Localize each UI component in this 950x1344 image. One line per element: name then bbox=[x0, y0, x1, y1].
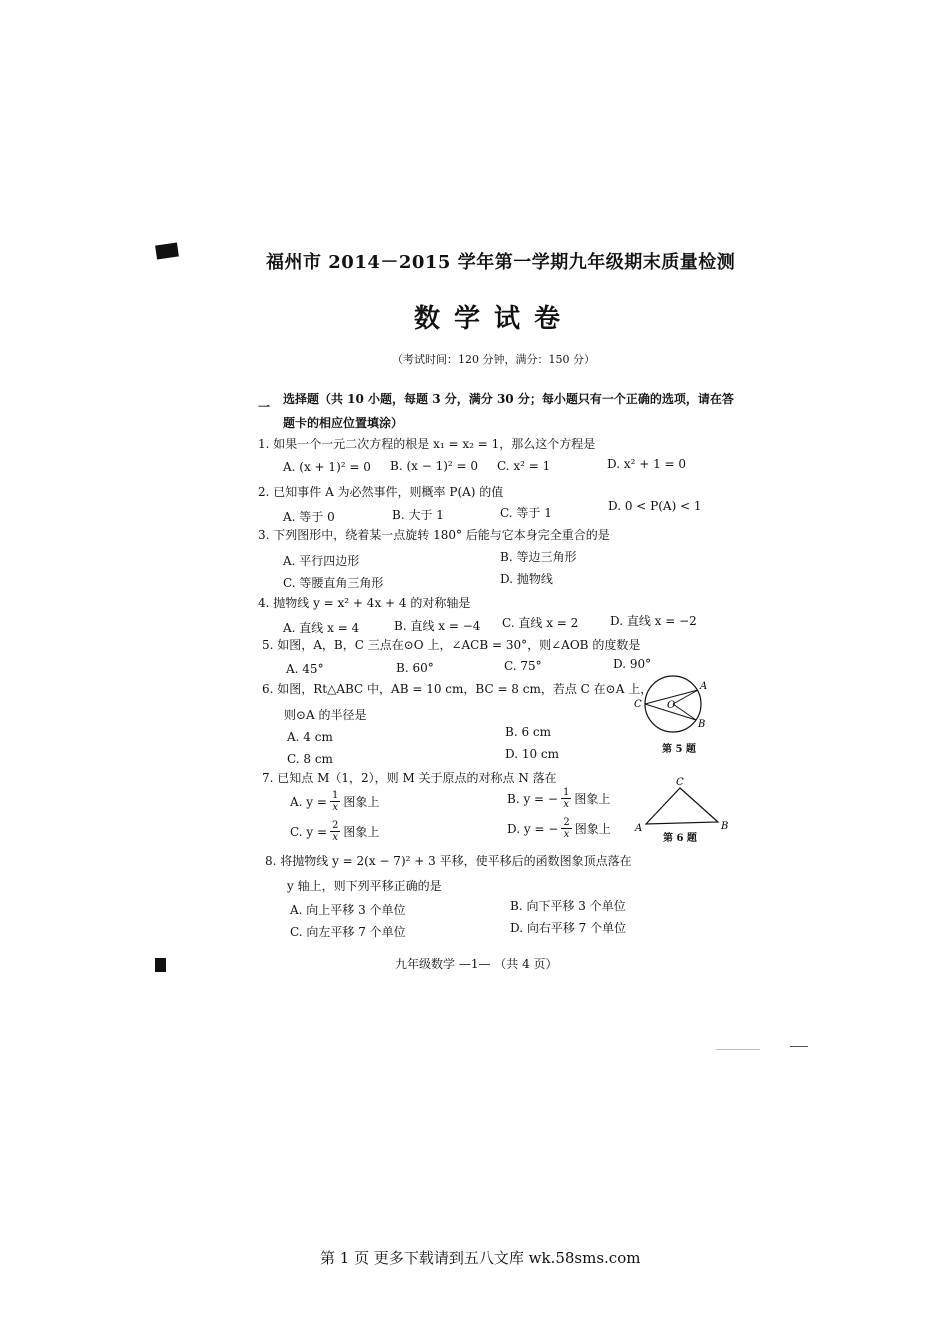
scan-mark-bottom-left bbox=[155, 958, 166, 972]
q4-option-c: C. 直线 x = 2 bbox=[502, 616, 579, 630]
q7-option-a-suffix: 图象上 bbox=[343, 795, 380, 809]
question-6: 6. 如图，Rt△ABC 中，AB = 10 cm，BC = 8 cm，若点 C 在⊙A 上， bbox=[262, 682, 653, 696]
denominator: x bbox=[332, 832, 339, 843]
q4-option-b: B. 直线 x = −4 bbox=[394, 619, 481, 633]
question-1: 1. 如果一个一元二次方程的根是 x₁ = x₂ = 1，那么这个方程是 bbox=[258, 437, 596, 451]
denominator: x bbox=[563, 799, 569, 810]
label-c: C bbox=[676, 777, 684, 788]
numerator: 1 bbox=[331, 790, 339, 801]
section-number: 一 bbox=[258, 400, 271, 414]
q7-option-b bbox=[507, 787, 610, 810]
numerator: 2 bbox=[332, 820, 339, 831]
q8-option-b: B. 向下平移 3 个单位 bbox=[510, 899, 626, 913]
q7-option-d bbox=[507, 817, 611, 840]
q8-option-d: D. 向右平移 7 个单位 bbox=[510, 921, 627, 935]
question-8: 8. 将抛物线 y = 2(x − 7)² + 3 平移，使平移后的函数图象顶点落在 bbox=[265, 854, 632, 868]
denominator: x bbox=[563, 829, 570, 840]
denominator: x bbox=[332, 802, 338, 813]
numerator: 1 bbox=[562, 787, 570, 798]
q2-option-d: D. 0 < P(A) < 1 bbox=[608, 499, 702, 513]
q1-option-a: A. (x + 1)² = 0 bbox=[283, 460, 371, 474]
label-a: A bbox=[635, 823, 643, 832]
q2-option-a: A. 等于 0 bbox=[283, 510, 335, 524]
q7-option-b-suffix: 图象上 bbox=[574, 792, 611, 806]
q3-option-a: A. 平行四边形 bbox=[283, 554, 360, 568]
q1-option-c: C. x² = 1 bbox=[497, 459, 551, 473]
label-b: B bbox=[698, 719, 706, 730]
label-a: A bbox=[700, 681, 708, 692]
q6-option-b: B. 6 cm bbox=[505, 725, 551, 739]
section-instructions-line1: 选择题（共 10 小题，每题 3 分，满分 30 分；每小题只有一个正确的选项，请在答 bbox=[283, 392, 734, 406]
label-c: C bbox=[634, 699, 642, 710]
q5-option-b: B. 60° bbox=[396, 661, 434, 675]
fraction bbox=[330, 820, 340, 843]
q4-option-d: D. 直线 x = −2 bbox=[610, 614, 697, 628]
question-8-line2: y 轴上，则下列平移正确的是 bbox=[287, 879, 442, 893]
q8-option-c: C. 向左平移 7 个单位 bbox=[290, 925, 406, 939]
fraction bbox=[561, 787, 571, 810]
figure-6-triangle-diagram bbox=[632, 774, 732, 832]
scan-speck bbox=[716, 1049, 760, 1050]
question-6-line2: 则⊙A 的半径是 bbox=[284, 708, 367, 722]
q6-option-d: D. 10 cm bbox=[505, 747, 560, 761]
label-o: O bbox=[667, 700, 676, 711]
q3-option-d: D. 抛物线 bbox=[500, 572, 553, 586]
q6-option-c: C. 8 cm bbox=[287, 752, 333, 766]
q7-option-a bbox=[290, 790, 379, 813]
q2-option-b: B. 大于 1 bbox=[392, 508, 444, 522]
q1-option-b: B. (x − 1)² = 0 bbox=[390, 459, 479, 473]
q3-option-c: C. 等腰直角三角形 bbox=[283, 576, 384, 590]
q7-option-b-prefix: B. y = − bbox=[507, 791, 558, 806]
q7-option-d-suffix: 图象上 bbox=[574, 822, 611, 836]
numerator: 2 bbox=[563, 817, 570, 828]
q7-option-a-prefix: A. y = bbox=[290, 794, 327, 809]
q7-option-c-prefix: C. y = bbox=[290, 824, 328, 839]
q7-option-c bbox=[290, 820, 379, 843]
q4-option-a: A. 直线 x = 4 bbox=[283, 621, 360, 635]
question-5: 5. 如图，A，B，C 三点在⊙O 上，∠ACB = 30°，则∠AOB 的度数是 bbox=[262, 638, 641, 652]
section-instructions-line2: 题卡的相应位置填涂） bbox=[283, 416, 404, 430]
q5-option-d: D. 90° bbox=[613, 657, 652, 671]
q1-option-d: D. x² + 1 = 0 bbox=[607, 457, 687, 471]
exam-info: （考试时间：120 分钟，满分：150 分） bbox=[392, 353, 595, 366]
q6-option-a: A. 4 cm bbox=[287, 730, 333, 744]
q7-option-c-suffix: 图象上 bbox=[343, 825, 380, 839]
figure-6-caption: 第 6 题 bbox=[663, 833, 697, 844]
q2-option-c: C. 等于 1 bbox=[500, 506, 552, 520]
q5-option-a: A. 45° bbox=[286, 662, 324, 676]
subject-title: 数学试卷 bbox=[414, 304, 575, 334]
question-3: 3. 下列图形中，绕着某一点旋转 180° 后能与它本身完全重合的是 bbox=[258, 528, 610, 542]
q8-option-a: A. 向上平移 3 个单位 bbox=[290, 903, 406, 917]
label-b: B bbox=[721, 821, 729, 832]
triangle-abc bbox=[646, 788, 718, 824]
fraction bbox=[330, 790, 340, 813]
scan-mark-top-left bbox=[155, 243, 179, 260]
segment-ob bbox=[673, 704, 696, 720]
segment-oa bbox=[673, 690, 698, 704]
page-footer: 九年级数学 —1— （共 4 页） bbox=[395, 957, 558, 971]
q7-option-d-prefix: D. y = − bbox=[507, 821, 559, 836]
exam-title: 福州市 2014－2015 学年第一学期九年级期末质量检测 bbox=[266, 252, 736, 273]
scan-speck bbox=[790, 1046, 808, 1047]
question-7: 7. 已知点 M（1，2），则 M 关于原点的对称点 N 落在 bbox=[262, 771, 557, 785]
figure-5-caption: 第 5 题 bbox=[662, 744, 696, 755]
download-note: 第 1 页 更多下载请到五八文库 wk.58sms.com bbox=[320, 1249, 641, 1267]
q3-option-b: B. 等边三角形 bbox=[500, 550, 577, 564]
question-4: 4. 抛物线 y = x² + 4x + 4 的对称轴是 bbox=[258, 596, 471, 610]
fraction bbox=[561, 817, 571, 840]
q5-option-c: C. 75° bbox=[504, 659, 542, 673]
question-2: 2. 已知事件 A 为必然事件，则概率 P(A) 的值 bbox=[258, 485, 504, 499]
